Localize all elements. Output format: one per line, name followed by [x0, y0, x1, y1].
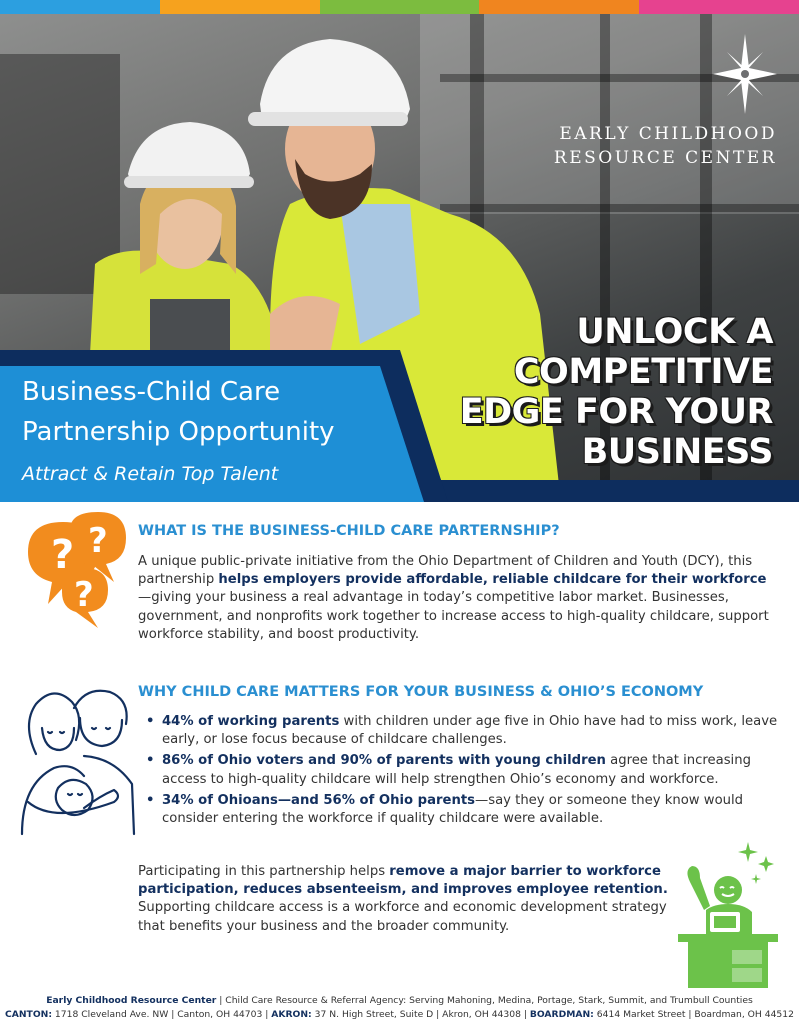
list-item	[146, 792, 778, 828]
headline-line-3: EDGE FOR YOUR	[459, 392, 773, 432]
footer-label: BOARDMAN:	[529, 1009, 594, 1020]
footer-text: 1718 Cleveland Ave. NW | Canton, OH 44703 |	[52, 1009, 272, 1020]
question-marks-icon	[18, 512, 130, 630]
strip-pink	[639, 0, 799, 14]
footer	[0, 994, 799, 1022]
bullet-bold-text: 44% of working parents	[162, 714, 340, 729]
list-item	[146, 752, 778, 788]
list-item	[146, 713, 778, 749]
para-text: —giving your business a real advantage in today’s competitive labor market. Businesses, government, and nonprofits work together to increase access to high-quality childcare, support workforce stability, and boost productivity.	[138, 590, 769, 642]
strip-blue	[0, 0, 160, 14]
footer-label: CANTON:	[5, 1009, 52, 1020]
para-text: Supporting childcare access is a workforce and economic development strategy that benefits your business and the broader community.	[138, 900, 667, 934]
title-line-2: Partnership Opportunity	[22, 417, 335, 447]
headline-line-1: UNLOCK A	[576, 312, 773, 352]
color-strip	[0, 0, 799, 14]
section-paragraph-participate	[138, 863, 683, 936]
page-subtitle: Attract & Retain Top Talent	[22, 463, 279, 485]
footer-line-2	[0, 1008, 799, 1022]
footer-org: Early Childhood Resource Center	[46, 995, 217, 1006]
bullet-text: —say they or someone they know would consider entering the workforce if quality childcare were available.	[162, 792, 744, 827]
bullet-bold-text: 34% of Ohioans—and 56% of Ohio parents	[162, 792, 476, 808]
section-heading-what: WHAT IS THE BUSINESS-CHILD CARE PARTERNSHIP?	[138, 523, 560, 539]
title-line-1: Business-Child Care	[22, 377, 281, 407]
bullet-text: with children under age five in Ohio have had to miss work, leave early, or lose focus because of childcare challenges.	[162, 714, 778, 748]
headline-line-2: COMPETITIVE	[513, 352, 773, 392]
strip-yellow	[160, 0, 320, 14]
bullet-bold-text: 86% of Ohio voters and 90% of parents with young children	[162, 753, 606, 769]
worker-at-desk-icon	[670, 842, 785, 992]
page-title	[22, 372, 335, 452]
footer-label: AKRON:	[271, 1009, 312, 1020]
strip-green	[320, 0, 480, 14]
stats-list	[146, 713, 778, 831]
para-text: Participating in this partnership helps	[138, 864, 390, 879]
footer-text: 37 N. High Street, Suite D | Akron, OH 44308 |	[311, 1009, 530, 1020]
logo-line-2: RESOURCE CENTER	[553, 148, 777, 168]
footer-text: | Child Care Resource & Referral Agency: Serving Mahoning, Medina, Portage, Stark, Summit, and Trumbull Counties	[216, 995, 753, 1006]
star-icon	[713, 34, 777, 114]
footer-line-1	[0, 994, 799, 1008]
bullet-text: agree that increasing access to high-quality childcare will help strengthen Ohio’s economy and workforce.	[162, 753, 751, 787]
section-heading-why: WHY CHILD CARE MATTERS FOR YOUR BUSINESS & OHIO’S ECONOMY	[138, 684, 704, 700]
strip-orange	[479, 0, 639, 14]
para-text: A unique public-private initiative from the Ohio Department of Children and Youth (DCY), this partnership	[138, 554, 753, 588]
para-bold-text: helps employers provide affordable, reliable childcare for their workforce	[218, 572, 767, 588]
svg-text:?: ?	[74, 575, 94, 615]
svg-text:?: ?	[88, 521, 108, 561]
family-icon	[14, 684, 138, 836]
headline-line-4: BUSINESS	[581, 432, 773, 472]
svg-text:?: ?	[51, 532, 75, 578]
para-bold-text: remove a major barrier to workforce participation, reduces absenteeism, and improves employee retention.	[138, 864, 668, 898]
section-paragraph-what	[138, 553, 778, 644]
headline	[413, 312, 773, 472]
logo-line-1: EARLY CHILDHOOD	[559, 124, 777, 144]
logo-wordmark	[537, 122, 777, 170]
footer-text: 6414 Market Street | Boardman, OH 44512	[593, 1009, 794, 1020]
